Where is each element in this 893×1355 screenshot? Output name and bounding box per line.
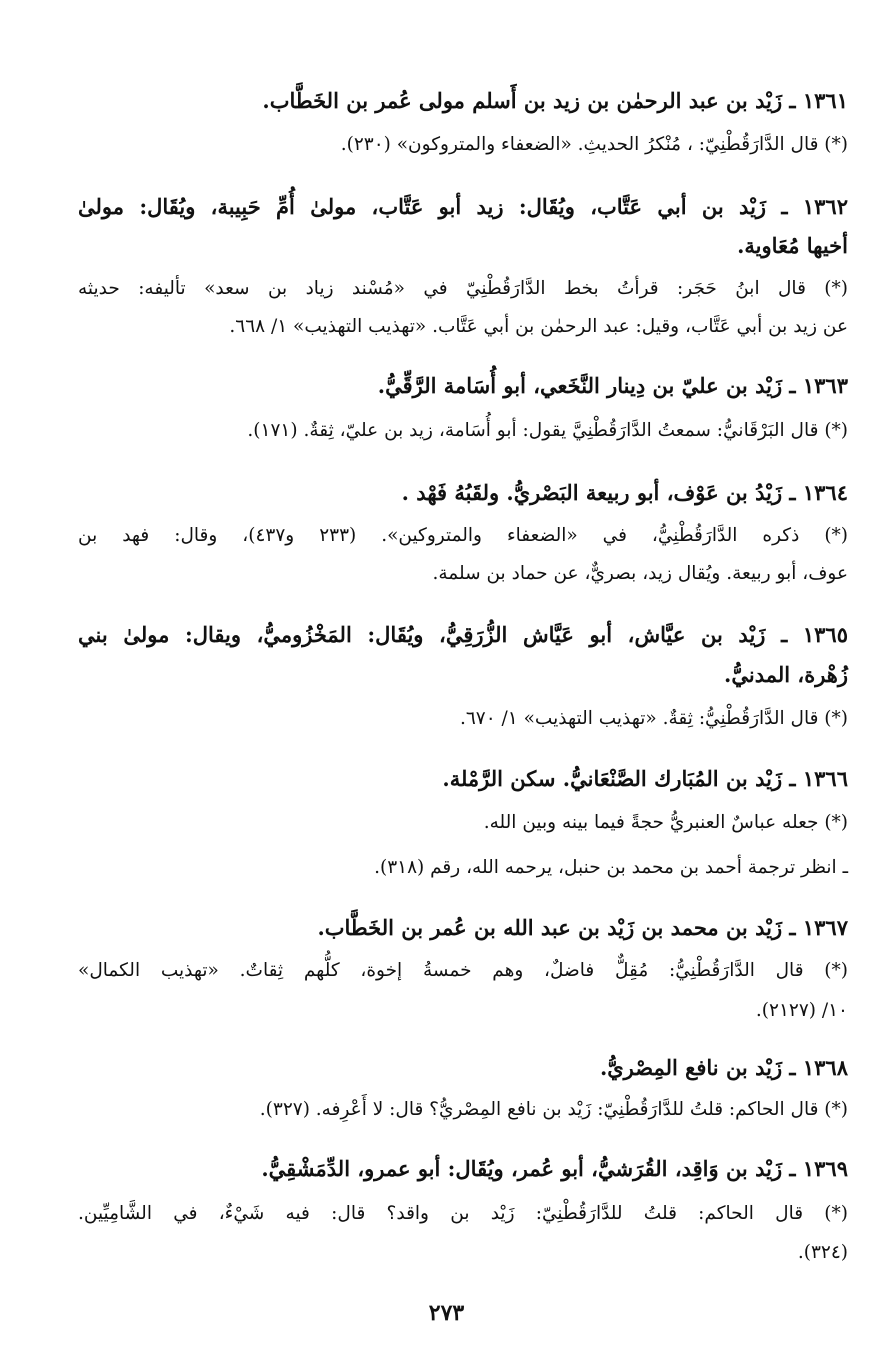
entry-heading: ١٣٦٨ ـ زَيْد بن نافع المِصْريُّ. [599, 1055, 848, 1080]
entry-note-cont: ـ انظر ترجمة أحمد بن محمد بن حنبل، يرحمه الله، رقم (٣١٨). [374, 857, 848, 878]
entry-note-cont: عن زيد بن أبي عَتَّاب، وقيل: عبد الرحمٰن بن أبي عَتَّاب. «تهذيب التهذيب» ١/ ٦٦٨. [229, 316, 848, 337]
entry-heading: ١٣٦٦ ـ زَيْد بن المُبَارك الصَّنْعَانيُّ. سكن الرَّمْلة. [442, 766, 848, 791]
entry-note: (*) قال الحاكم: قلتُ للدَّارَقُطْنِيّ: زَيْد بن نافع المِصْريُّ؟ قال: لا أَعْرِفه. (٣٢٧). [259, 1099, 848, 1120]
entry-note: (*) قال الدَّارَقُطْنِيّ: ، مُنْكرُ الحديثِ. «الضعفاء والمتروكون» (٢٣٠). [340, 134, 848, 155]
entry-note-cont: ١٠/ (٢١٢٧). [755, 1000, 848, 1021]
entry-heading: ١٣٦٥ ـ زَيْد بن عيَّاش، أبو عَيَّاش الزُّرَقِيُّ، ويُقَال: المَخْزُوميُّ، ويقال: مولىٰ بني [78, 622, 848, 647]
entry-heading: ١٣٦٧ ـ زَيْد بن محمد بن زَيْد بن عبد الله بن عُمر بن الخَطَّاب. [317, 915, 848, 940]
entry-note: (*) قال البَرْقَانيُّ: سمعتُ الدَّارَقُطْنِيَّ يقول: أبو أُسَامة، زيد بن عليّ، ثِقةٌ. (١٧١). [247, 420, 848, 441]
entry-note: (*) قال ابنُ حَجَر: قرأتُ بخط الدَّارَقُطْنِيّ في «مُسْند زياد بن سعد» تأليفه: حديثه [78, 278, 848, 299]
entry-note-cont: (٣٢٤). [797, 1242, 848, 1263]
entry-heading: ١٣٦٤ ـ زَيْدُ بن عَوْف، أبو ربيعة البَصْريُّ. ولقَبُهُ فَهْد . [401, 480, 848, 505]
entry-note: (*) ذكره الدَّارَقُطْنِيُّ، في «الضعفاء والمتروكين». (٢٣٣ و٤٣٧)، وقال: فهد بن [78, 525, 849, 546]
entry-heading: ١٣٦١ ـ زَيْد بن عبد الرحمٰن بن زيد بن أَسلم مولى عُمر بن الخَطَّاب. [262, 88, 848, 113]
entry-note: (*) قال الحاكم: قلتُ للدَّارَقُطْنِيّ: زَيْد بن واقد؟ قال: فيه شَيْءٌ، في الشَّامِيِّين. [78, 1203, 848, 1224]
entry-heading-cont: زُهْرة، المدنيُّ. [724, 662, 848, 687]
entry-heading: ١٣٦٢ ـ زَيْد بن أبي عَتَّاب، ويُقَال: زيد أبو عَتَّاب، مولىٰ أُمِّ حَبِيبة، ويُقَال: مولىٰ [78, 194, 848, 219]
entry-heading-cont: أخيها مُعَاوية. [737, 233, 848, 258]
entry-note-cont: عوف، أبو ربيعة. ويُقال زيد، بصريٌّ، عن حماد بن سلمة. [432, 563, 848, 584]
page-number: ٢٧٣ [428, 1300, 465, 1326]
entry-note: (*) قال الدَّارَقُطْنِيُّ: ثِقةٌ. «تهذيب التهذيب» ١/ ٦٧٠. [459, 708, 848, 729]
entry-heading: ١٣٦٩ ـ زَيْد بن وَاقِد، القُرَشيُّ، أبو عُمر، ويُقَال: أبو عمرو، الدِّمَشْقِيُّ. [261, 1156, 848, 1181]
entry-heading: ١٣٦٣ ـ زَيْد بن عليّ بن دِينار النَّخَعي، أبو أُسَامة الرَّقِّيُّ. [377, 373, 848, 398]
entry-note: (*) قال الدَّارَقُطْنِيُّ: مُقِلٌّ فاضلٌ، وهم خمسةُ إخوة، كلُّهم ثِقاتٌ. «تهذيب الكمال» [78, 960, 848, 981]
entry-note: (*) جعله عباسٌ العنبريُّ حجةً فيما بينه وبين الله. [483, 812, 848, 833]
